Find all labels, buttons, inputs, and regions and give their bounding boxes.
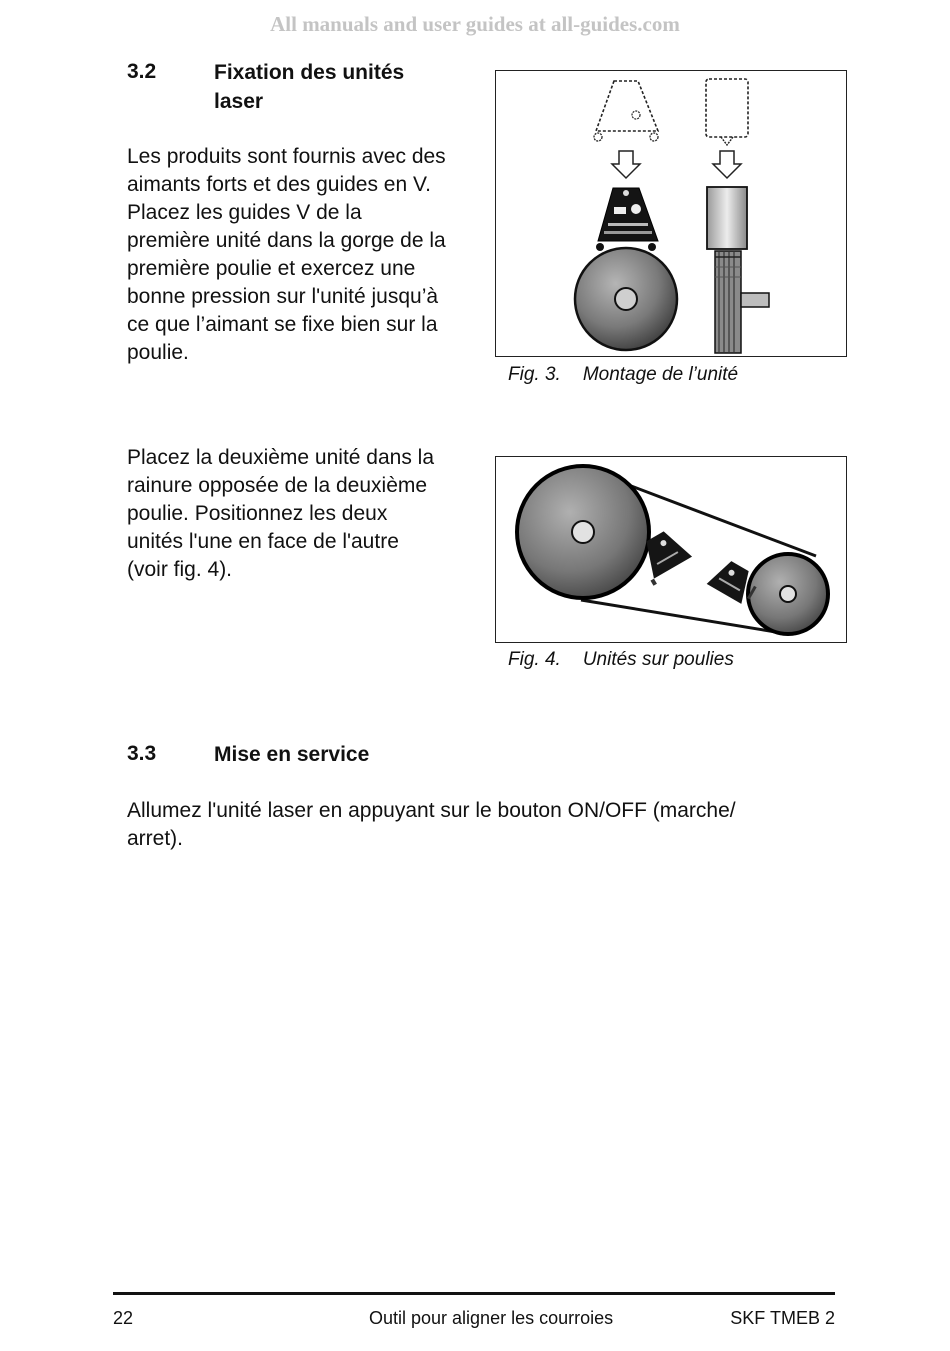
footer-divider	[113, 1292, 835, 1295]
paragraph-line: aimants forts et des guides en V.	[127, 173, 431, 196]
paragraph-line: bonne pression sur l'unité jusqu’à	[127, 285, 439, 308]
watermark-banner: All manuals and user guides at all-guides.com	[270, 12, 680, 36]
figure-3-illustration	[495, 70, 847, 357]
figure-3-caption-text: Montage de l’unité	[582, 364, 739, 385]
paragraph-line: ce que l’aimant se fixe bien sur la	[127, 313, 438, 336]
footer-document-title: Outil pour aligner les courroies	[369, 1308, 614, 1328]
section-3-2-title	[214, 58, 404, 116]
section-3-2-paragraph-1	[127, 143, 446, 367]
units-on-pulleys-drawing	[496, 457, 845, 641]
paragraph-line: poulie.	[127, 341, 189, 364]
paragraph-line: Placez les guides V de la	[127, 201, 362, 224]
figure-4-caption-text: Unités sur poulies	[582, 649, 734, 670]
paragraph-line: arret).	[127, 827, 184, 850]
figure-3-label: Fig. 3.	[508, 364, 561, 385]
paragraph-line: (voir fig. 4).	[127, 558, 233, 581]
footer-product-name: SKF TMEB 2	[730, 1308, 835, 1328]
section-3-2-title-line2: laser	[214, 90, 264, 113]
section-3-3-paragraph	[127, 797, 736, 853]
paragraph-line: rainure opposée de la deuxième	[127, 474, 428, 497]
paragraph-line: première poulie et exercez une	[127, 257, 416, 280]
paragraph-line: Placez la deuxième unité dans la	[127, 446, 435, 469]
footer-page-number: 22	[113, 1308, 134, 1328]
paragraph-line: Allumez l'unité laser en appuyant sur le bouton ON/OFF (marche/	[127, 799, 736, 822]
section-3-2-paragraph-2	[127, 444, 434, 584]
paragraph-line: poulie. Positionnez les deux	[127, 502, 388, 525]
paragraph-line: Les produits sont fournis avec des	[127, 145, 446, 168]
section-3-3-title: Mise en service	[214, 743, 370, 766]
figure-3-caption	[508, 364, 738, 386]
section-3-3-number: 3.3	[127, 742, 157, 765]
figure-4-caption	[508, 649, 734, 671]
section-3-2-number: 3.2	[127, 60, 157, 83]
paragraph-line: unités l'une en face de l'autre	[127, 530, 399, 553]
figure-4-illustration	[495, 456, 847, 643]
figure-4-label: Fig. 4.	[508, 649, 561, 670]
section-3-2-title-line1: Fixation des unités	[214, 61, 405, 84]
laser-unit-mounting-drawing	[496, 71, 845, 355]
paragraph-line: première unité dans la gorge de la	[127, 229, 446, 252]
